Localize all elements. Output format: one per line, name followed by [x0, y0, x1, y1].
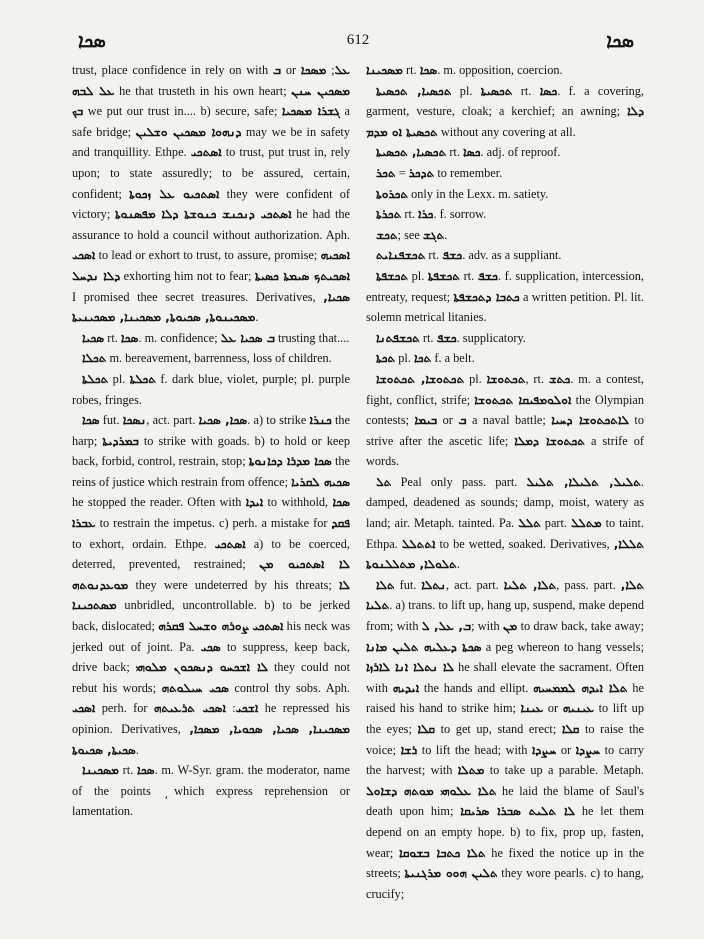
syriac-word: ܣܟܝ ܚܝܠܘܬܗ	[161, 680, 229, 695]
syriac-word: ܣܟܐ	[137, 763, 155, 778]
syriac-word: ܟܫܦ	[436, 330, 457, 345]
syriac-word: ܡܣܟܝܢܐ, ܣܟܝܐ, ܣܟܘܝܐ, ܡܣܟܐ, ܣܟܝܬܐ, ܣܟܝܘܬܐ	[72, 722, 350, 757]
syriac-word: ܬܠܠܐ, ܬܠܘܠܐ, ܡܬܠܠܢܘܬܐ	[366, 536, 644, 572]
syriac-word: ܐܣܬܟܝܘ ܥܠ ܙܟܘܬܐ	[129, 186, 220, 201]
syriac-word: ܡܬܠܐ	[457, 763, 485, 778]
syriac-word: ܬܠܐ	[376, 577, 395, 592]
running-head-left: ܣܟܐ	[78, 30, 106, 52]
syriac-word: ܓܫܪܐ ܡܣܟܝܐ	[281, 104, 340, 119]
syriac-word: ܐܣܟܝܗ ܕܠܐ ܢܕܚܠ	[72, 248, 350, 283]
syriac-word: ܟܫܦ	[442, 248, 463, 263]
syriac-word: ܬܠܐ ܟܬܒܐ ܒܫܘܩܐ	[398, 845, 486, 860]
syriac-word: ܬܟܬܐ	[376, 351, 396, 366]
syriac-word: ܡܣܟܝܢܐ	[82, 763, 119, 778]
syriac-word: ܬܟܬܘܫܐ ܕܡܠܐ	[514, 433, 585, 448]
syriac-word: ܣܟܐ ܡܕܪܐ ܕܟܐܢܘܬܐ	[248, 454, 332, 469]
entry-satiety: ܬܟܪܘܬܐ only in the Lexx. m. satiety.	[376, 186, 549, 201]
two-column-body	[72, 60, 644, 904]
syriac-word: ܬܟܪ	[376, 165, 396, 180]
right-column	[366, 60, 644, 904]
syriac-word: ܟܢܪܐ	[309, 413, 332, 428]
syriac-word: ܚܨܕܐ	[575, 742, 601, 757]
syriac-word: ܐܣܟܝ	[72, 248, 96, 263]
entry-as-a-suppliant: ܬܟܫܦܢܐܝܬ rt. ܟܫܦ. adv. as a suppliant.	[376, 248, 562, 263]
syriac-word: ܬܠܐ, ܬܠܝܐ	[366, 577, 644, 613]
syriac-word: ܒ	[458, 413, 467, 428]
entry-see: ܬܟܫ; see ܬܓܫ.	[376, 227, 448, 242]
syriac-word: ܐܝܕܝܗ	[392, 680, 420, 695]
syriac-word: ܐܣܬܟܝ	[214, 536, 246, 551]
syriac-word: ܬܟܣܝܐ, ܬܟܣܝܬܐ	[376, 83, 452, 98]
syriac-word: ܬܟܫܦܬܢܐ	[376, 330, 420, 345]
syriac-word: ܟܫܦ	[477, 268, 498, 283]
entry-a-contest: ܬܟܬܘܫܐ, ܬܟܬܘܫܐ pl. ܬܟܬܘܫܐ, rt. ܟܬܫ. m. a contest, fight, conflict, strife; ܐܘܠܘܡܦܝܩܐ ܬܟܬܘܫܐ the Olympian contests; ܒܝܡܐ or ܒ a naval battle; ܠܐܬܟܬܘܫܐ ܕܚܝܐ to strive after the ascetic life; ܬܟܬܘܫܐ ܕܡܠܐ a strife of words.	[366, 371, 644, 469]
syriac-word: ܐܣܬܟܝ ܕܢܟܢܫ ܟܢܘܫܬܐ ܕܠܐ ܡܦܣܢܘܬܐ	[114, 207, 292, 222]
syriac-word: ܣܟܐ	[120, 330, 139, 345]
entry-covering: ܬܟܣܝܐ, ܬܟܣܝܬܐ pl. ܬܟܣܝܬܐ rt. ܟܣܐ. f. a covering, garment, vesture, cloak; a kerchief; an awning; ܕܠܐ ܬܟܣܝܬܐ ܐܘ ܡܕܡ without any covering at all.	[366, 83, 644, 139]
syriac-word: ܢܬܠܐ	[421, 577, 447, 592]
syriac-word: ܬܟܠܬܐ	[129, 371, 156, 386]
syriac-word: ܐܬܬܠܠ	[401, 536, 436, 551]
syriac-word: ܡܬܠܠ	[570, 516, 602, 531]
syriac-word: ܒ, ܥܠ, ܠ	[421, 619, 472, 634]
syriac-word: ܣܟܐ	[82, 413, 100, 428]
entry-confidence: ܣܟܝܐ rt. ܣܟܐ. m. confidence; ܒ ܣܟܝܐ ܥܠ trusting that....	[82, 330, 350, 345]
entry-of-reproof: ܬܟܣܝܐ, ܬܟܣܝܬܐ rt. ܟܣܐ. adj. of reproof.	[376, 145, 561, 160]
syriac-word: ܬܟܫܦܢܐܝܬ	[376, 248, 426, 263]
entry-supplicatory: ܬܟܫܦܬܢܐ rt. ܟܫܦ. supplicatory.	[376, 330, 526, 345]
syriac-word: ܬܟܫܦܬܐ	[427, 268, 460, 283]
page-header	[72, 30, 644, 60]
entry-to-lift-up: ܬܠܐ fut. ܢܬܠܐ, act. part. ܬܠܐ, ܬܠܝܐ, pass. part. ܬܠܐ, ܬܠܝܐ. a) trans. to lift up, hang up, suspend, make depend from; with ܒ, ܥܠ, ܠ; with ܡܢ to draw back, take away; ܣܟܬܐ ܕܥܠܝܗ ܬܠܝܢ ܡܐܢܐ a peg whereon to hang vessels; ܠܐ ܢܬܠܐ ܐܢܐ ܠܐܪܙܐ he shall elevate the sacrament. Often with ܐܝܕܝܗ the hands and ellipt. ܬܠܐ ܐܝܕܗ ܠܡܡܚܝܗ he raised his hand to strike him; ܥܝܢܐ or ܥܝܢܝܗ to lift up the eyes; ܩܠܐ to get up, stand erect; ܩܠܐ to raise the voice; ܪܫܐ to lift the head; with ܚܨܕܐ or ܚܨܕܐ to carry the harvest; with ܡܬܠܐ to take up a parable. Metaph. ܬܠܐ ܥܠܘܗܝ ܡܘܬܗ ܕܫܐܘܠ he laid the blame of Saul's death upon him; ܠܐ ܬܠܝܬ ܣܒܪܐ ܣܪܝܩܐ he let them depend on an empty hope. b) to fix, prop up, fasten, wear; ܬܠܐ ܟܬܒܐ ܒܫܘܩܐ he fixed the notice up in the streets; ܬܠܝܢ ܗܘܘ ܡܪܓܢܝܬܐ they wore pearls. c) to hang, crucify;	[366, 577, 645, 901]
syriac-word: ܬܟܫܦܬܐ	[376, 268, 409, 283]
syriac-word: ܕܠܐ ܬܟܣܝܬܐ ܐܘ ܡܕܡ	[366, 104, 644, 139]
syriac-word: ܥܝܢܝܗ	[562, 701, 595, 716]
syriac-word: ܚܨܕܐ	[532, 742, 557, 757]
entry-sorrow: ܬܟܪܬܐ rt. ܟܪܐ. f. sorrow.	[376, 207, 487, 222]
syriac-word: ܐܘܠܘܡܦܝܩܐ ܬܟܬܘܫܐ	[474, 392, 572, 407]
entry-dark-blue: ܬܟܠܬܐ pl. ܬܟܠܬܐ f. dark blue, violet, purple; pl. purple robes, fringes.	[72, 371, 350, 407]
syriac-word: ܬܠܐ ܐܝܕܗ ܠܡܡܚܝܗ	[533, 680, 628, 695]
syriac-word: ܬܟܐ	[414, 351, 432, 366]
syriac-word: ܒ	[272, 63, 282, 77]
entry-the-moderator: ܡܣܟܝܢܐ rt. ܣܟܐ. m. W-Syr. gram. the moderator, name of the points which express reprehension or lamentation.	[72, 763, 351, 819]
syriac-word: ܣܟܝܐ	[82, 330, 105, 345]
syriac-word: ܣܟܐ	[419, 63, 438, 77]
syriac-word: ܬܠܐ ܥܠܘܗܝ ܡܘܬܗ ܕܫܐܘܠ	[366, 783, 497, 798]
syriac-word: ܠܐ ܐܣܬܟܝܘ ܡܢ ܡܘܥܕܢܘܬܗ	[72, 557, 350, 592]
syriac-word: ܬܟܫ	[376, 227, 398, 242]
syriac-word: ܬܟܠܬܐ	[82, 371, 109, 386]
syriac-word: ܬܟܣܝܐ, ܬܟܣܝܬܐ	[376, 145, 447, 160]
syriac-word: ܠܐ ܢܬܠܐ ܐܢܐ ܠܐܪܙܐ	[366, 660, 455, 675]
syriac-word: ܣܟܐ ܥܒܪܐ	[72, 495, 350, 531]
syriac-word: ܒܝܡܐ	[414, 413, 438, 428]
page-number: 612	[346, 32, 370, 48]
syriac-word: ܠܐ ܬܠܝܬ ܣܒܪܐ ܣܪܝܩܐ	[460, 804, 576, 819]
syriac-word: ܐܣܬܟܝ	[190, 145, 222, 160]
syriac-word: ܥܠ	[334, 63, 350, 77]
syriac-word: ܠܐ ܡܣܬܟܝܢܐ	[72, 577, 350, 613]
syriac-word: ܡܣܟܝܢܐ	[366, 63, 403, 77]
entry-trust-continued: trust, place confidence in rely on with ܒ or ܥܠ; ܡܣܟܐ ܥܠ ܠܒܗ he that trusteth in his own heart; ܡܣܟܝܢ ܚܢܢ ܒܟ we put our trust in.... b) secure, safe; ܓܫܪܐ ܡܣܟܝܐ a safe bridge; ܕܢܗܘܐ ܡܣܟܝܢ ܘܫܠܝܢ may we be in safety and tranquillity. Ethpe. ܐܣܬܟܝ to trust, put trust in, rely upon; to state assuredly; to be assured, certain, confident; ܐܣܬܟܝܘ ܥܠ ܙܟܘܬܐ they were confident of victory; ܐܣܬܟܝ ܕܢܟܢܫ ܟܢܘܫܬܐ ܕܠܐ ܡܦܣܢܘܬܐ he had the assurance to hold a council without authorization. Aph. ܐܣܟܝ to lead or exhort to trust, to assure, promise; ܐܣܟܝܗ ܕܠܐ ܢܕܚܠ exhorting him not to fear; ܐܣܟܝܬܟ ܣܝܡܬܐ ܟܣܝܬܐ I promised thee secret treasures. Derivatives, ܣܟܝܐ, ܡܣܟܝܢܘܬܐ, ܣܟܝܘܬܐ, ܡܣܟܝܢܐ, ܡܣܟܝܢܝܬܐ.	[72, 63, 351, 325]
syriac-word: ܐܣܟܝ ܬܪܥܝܬܗ	[153, 701, 226, 716]
syriac-word: ܬܠܠ	[518, 516, 541, 531]
syriac-word: ܡܢ	[502, 619, 518, 634]
syriac-word: ܒܡܪܕܝܬܐ	[102, 433, 139, 448]
syriac-word: ܐܫܟܝ	[235, 701, 259, 716]
syriac-word: ܬܠܐ, ܬܠܝܐ	[503, 577, 557, 592]
syriac-word: ܐܣܟܝ	[72, 701, 96, 716]
syriac-word: ܬܟܪܘܬܐ	[376, 186, 409, 201]
syriac-word: ܬܟܪܬܐ	[376, 207, 402, 222]
syriac-word: ܠܐܬܟܬܘܫܐ ܕܚܝܐ	[551, 413, 629, 428]
syriac-word: ܣܟܝܐ, ܡܣܟܝܢܘܬܐ, ܣܟܝܘܬܐ, ܡܣܟܝܢܐ, ܡܣܟܝܢܝܬܐ	[72, 289, 350, 325]
syriac-word: ܪܫܐ	[400, 742, 418, 757]
syriac-word: ܬܟܠܐ	[82, 351, 107, 366]
syriac-word: ܬܓܫ	[422, 227, 445, 242]
syriac-word: ܢܣܟܐ	[122, 413, 147, 428]
syriac-word: ܟܣܐ	[539, 83, 558, 98]
syriac-word: ܟܪܐ	[418, 207, 434, 222]
syriac-word: ܟܣܐ	[462, 145, 481, 160]
entry-a-belt: ܬܟܬܐ pl. ܬܟܐ f. a belt.	[376, 351, 475, 366]
entry-supplication: ܬܟܫܦܬܐ pl. ܬܟܫܦܬܐ rt. ܟܫܦ. f. supplication, intercession, entreaty, request; ܟܬܒܐ ܕܬܟܫܦܬܐ a written petition. Pl. lit. solemn metrical litanies.	[366, 268, 644, 325]
entry-to-remember: ܬܕܟܪ = ܬܟܪ to remember.	[376, 165, 503, 180]
syriac-word: ܒ ܣܟܝܐ ܥܠ	[220, 330, 275, 345]
syriac-word: ܐܝܕܐ	[245, 495, 264, 510]
syriac-word: ܕܢܗܘܐ ܡܣܟܝܢ ܘܫܠܝܢ	[135, 124, 242, 139]
entry-to-strike: ܣܟܐ fut. ܢܣܟܐ, act. part. ܣܟܐ, ܣܟܝܐ. a) to strike ܟܢܪܐ the harp; ܒܡܪܕܝܬܐ to strike with goads. b) to hold or keep back, forbid, control, restrain, stop; ܣܟܐ ܡܕܪܐ ܕܟܐܢܘܬܐ the reins of justice which restrain from offence; ܣܟܝܗ ܠܩܪܝܐ he stopped the reader. Often with ܐܝܕܐ to withhold, ܣܟܐ ܥܒܪܐ to restrain the impetus. c) perh. a mistake for ܦܩܕ to exhort, ordain. Ethpe. ܐܣܬܟܝ a) to be coerced, deterred, prevented, restrained; ܠܐ ܐܣܬܟܝܘ ܡܢ ܡܘܥܕܢܘܬܗ they were undeterred by his threats; ܠܐ ܡܣܬܟܝܢܐ unbridled, uncontrollable. b) to be jerked back, dislocated; ܐܣܬܟܝ ܨܘܪܗ ܘܫܚܠ ܦܩܪܗ his neck was jerked out of joint. Pa. ܣܟܝ to suppress, keep back, drive back; ܠܐ ܐܫܟܚܘ ܕܢܣܟܘܢ ܡܠܘܗܝ they could not rebut his words; ܣܟܝ ܚܝܠܘܬܗ control thy sobs. Aph. ܐܣܟܝ perh. for ܐܫܟܝ: ܐܣܟܝ ܬܪܥܝܬܗ he repressed his opinion. Derivatives, ܡܣܟܝܢܐ, ܣܟܝܐ, ܣܟܘܝܐ, ܡܣܟܐ, ܣܟܝܬܐ, ܣܟܝܘܬܐ.	[72, 413, 351, 757]
entry-bereavement: ܬܟܠܐ m. bereavement, barrenness, loss of children.	[82, 351, 332, 366]
syriac-word: ܥܝܢܐ	[520, 701, 544, 716]
syriac-word: ܣܟܬܐ ܕܥܠܝܗ ܬܠܝܢ ܡܐܢܐ	[366, 639, 482, 654]
left-column	[72, 60, 350, 904]
syriac-word: ܬܟܬܘܫܐ	[486, 371, 526, 386]
syriac-word: ܣܟܐ, ܣܟܝܐ	[198, 413, 248, 428]
syriac-word: ܬܠܝܠ, ܬܠܝܠܐ, ܬܠܝܠ	[526, 474, 641, 489]
syriac-word: ܩܠܐ	[417, 722, 436, 736]
syriac-word: ܟܬܒܐ ܕܬܟܫܦܬܐ	[453, 289, 520, 304]
entry-peal-damped: ܬܠ Peal only pass. part. ܬܠܝܠ, ܬܠܝܠܐ, ܬܠܝܠ. damped, deadened as sounds; damp, moist, watery as land; air. Metaph. tainted. Pa. ܬܠܠ part. ܡܬܠܠ to taint. Ethpa. ܐܬܬܠܠ to be wetted, soaked. Derivatives, ܬܠܠܐ, ܬܠܘܠܐ, ܡܬܠܠܢܘܬܐ.	[366, 474, 644, 572]
syriac-word: ܬܠܝܢ ܗܘܘ ܡܪܓܢܝܬܐ	[404, 866, 498, 881]
syriac-word: ܬܠ	[376, 474, 392, 489]
syriac-word: ܣܟܝܗ ܠܩܪܝܐ	[291, 474, 350, 489]
syriac-word: ܐܣܬܟܝ ܨܘܪܗ ܘܫܚܠ ܦܩܪܗ	[158, 619, 284, 634]
syriac-word: ܬܟܬܘܫܐ, ܬܟܬܘܫܐ	[376, 371, 465, 386]
syriac-word: ܬܕܟܪ	[408, 165, 435, 180]
syriac-word: ܠܐ ܐܫܟܚܘ ܕܢܣܟܘܢ ܡܠܘܗܝ	[135, 660, 269, 675]
syriac-word: ܡܣܟܝܢ ܚܢܢ ܒܟ	[72, 83, 351, 119]
syriac-word: ܐܣܟܝܬܟ ܣܝܡܬܐ ܟܣܝܬܐ	[254, 268, 350, 283]
syriac-word: ܩܠܐ	[561, 722, 580, 736]
entry-opposition: ܡܣܟܝܢܐ rt. ܣܟܐ. m. opposition, coercion.	[366, 63, 563, 77]
syriac-word: ܡܣܟܐ ܥܠ ܠܒܗ	[72, 63, 327, 98]
syriac-word: ܦܩܕ	[331, 516, 350, 531]
syriac-word: ܟܬܫ	[548, 371, 571, 386]
syriac-word: ܬܟܣܝܬܐ	[480, 83, 513, 98]
syriac-word: ܣܟܝ	[200, 639, 221, 654]
running-head-right: ܣܟܐ	[606, 30, 634, 52]
